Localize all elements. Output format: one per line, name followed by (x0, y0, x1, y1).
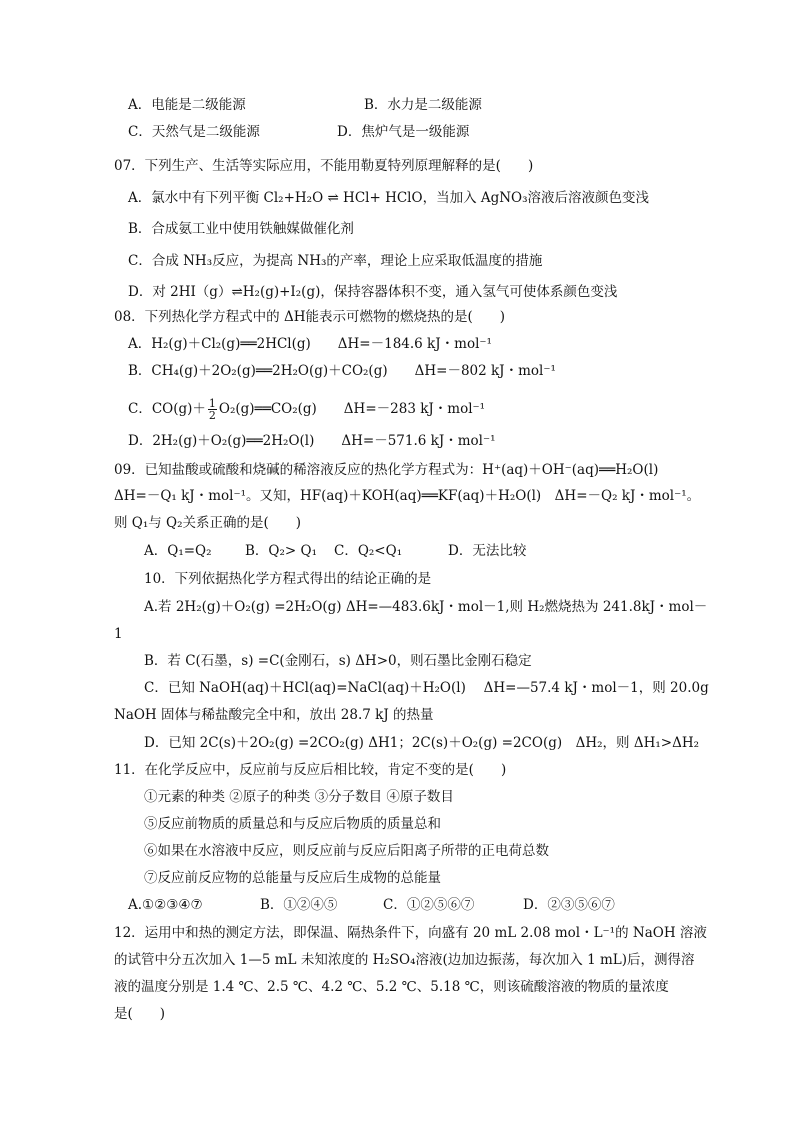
fraction-numerator: 1 (208, 397, 216, 410)
fraction (208, 398, 217, 421)
q11-option-d: D．②③⑤⑥⑦ (523, 897, 615, 913)
q11-list-line3: ⑥如果在水溶液中反应，则反应前与反应后阳离子所带的正电荷总数 (144, 843, 549, 859)
q09-option-d: D．无法比较 (448, 543, 527, 559)
q11-list-line1: ①元素的种类 ②原子的种类 ③分子数目 ④原子数目 (144, 789, 454, 805)
q09-stem-line1: 09．已知盐酸或硫酸和烧碱的稀溶液反应的热化学方程式为：H⁺(aq)＋OH⁻(aq)══H₂O(l) (114, 462, 659, 478)
q11-list-line4: ⑦反应前反应物的总能量与反应后生成物的总能量 (144, 870, 441, 886)
q07-option-b: B．合成氨工业中使用铁触媒做催化剂 (128, 221, 354, 237)
q06-option-c: C．天然气是二级能源 (128, 124, 260, 140)
q11-stem: 11．在化学反应中，反应前与反应后相比较，肯定不变的是( ) (114, 762, 507, 778)
q12-stem-line3: 液的温度分别是 1.4 ℃、2.5 ℃、4.2 ℃、5.2 ℃、5.18 ℃，则该硫酸溶液的物质的量浓度 (114, 979, 669, 995)
q09-option-a: A．Q₁=Q₂ (144, 543, 212, 559)
q06-option-d: D．焦炉气是一级能源 (337, 124, 470, 140)
q08-option-a: A．H₂(g)＋Cl₂(g)══2HCl(g) ΔH=－184.6 kJ・mol⁻¹ (128, 336, 492, 352)
q11-option-a: A.①②③④⑦ (128, 897, 203, 913)
q10-option-d: D．已知 2C(s)＋2O₂(g) =2CO₂(g) ΔH1；2C(s)＋O₂(g) =2CO(g) ΔH₂，则 ΔH₁>ΔH₂ (144, 735, 700, 751)
q06-option-b: B．水力是二级能源 (364, 97, 482, 113)
q10-option-c-line2: NaOH 固体与稀盐酸完全中和，放出 28.7 kJ 的热量 (114, 707, 434, 723)
q10-option-b: B．若 C(石墨，s) =C(金刚石，s) ΔH>0，则石墨比金刚石稳定 (144, 653, 532, 669)
q09-option-b: B．Q₂> Q₁ (245, 543, 317, 559)
q08-option-c (128, 398, 485, 421)
q08-stem: 08．下列热化学方程式中的 ΔH能表示可燃物的燃烧热的是( ) (114, 309, 506, 325)
q10-stem: 10．下列依据热化学方程式得出的结论正确的是 (144, 571, 432, 587)
q07-stem: 07．下列生产、生活等实际应用，不能用勒夏特列原理解释的是( ) (114, 158, 534, 174)
q06-option-a: A．电能是二级能源 (128, 97, 246, 113)
q10-option-a-line2: 1 (114, 626, 123, 642)
q07-option-a: A．氯水中有下列平衡 Cl₂+H₂O ⇌ HCl+ HClO，当加入 AgNO₃溶液后溶液颜色变浅 (128, 190, 650, 206)
q09-stem-line2: ΔH=－Q₁ kJ・mol⁻¹。又知，HF(aq)＋KOH(aq)══KF(aq)＋H₂O(l) ΔH=－Q₂ kJ・mol⁻¹。 (114, 488, 701, 504)
q11-option-b: B．①②④⑤ (260, 897, 338, 913)
q08-option-d: D．2H₂(g)＋O₂(g)══2H₂O(l) ΔH=－571.6 kJ・mol⁻¹ (128, 433, 496, 449)
q12-stem-line2: 的试管中分五次加入 1—5 mL 未知浓度的 H₂SO₄溶液(边加边振荡，每次加入 1 mL)后，测得溶 (114, 952, 695, 968)
q07-option-c: C．合成 NH₃反应，为提高 NH₃的产率，理论上应采取低温度的措施 (128, 253, 543, 269)
q08-option-c-prefix: C．CO(g)＋ (128, 401, 206, 417)
q09-stem-line3: 则 Q₁与 Q₂关系正确的是( ) (114, 515, 302, 531)
q08-option-c-suffix: O₂(g)══CO₂(g) ΔH=－283 kJ・mol⁻¹ (218, 401, 486, 417)
q10-option-a-line1: A.若 2H₂(g)＋O₂(g) =2H₂O(g) ΔH=—483.6kJ・mol－1,则 H₂燃烧热为 241.8kJ・mol－ (144, 599, 708, 615)
q12-stem-line1: 12．运用中和热的测定方法，即保温、隔热条件下，向盛有 20 mL 2.08 mol・L⁻¹的 NaOH 溶液 (114, 925, 707, 941)
q11-list-line2: ⑤反应前物质的质量总和与反应后物质的质量总和 (144, 816, 441, 832)
fraction-denominator: 2 (208, 409, 216, 422)
q09-option-c: C．Q₂<Q₁ (334, 543, 403, 559)
q10-option-c-line1: C．已知 NaOH(aq)＋HCl(aq)=NaCl(aq)＋H₂O(l) ΔH=—57.4 kJ・mol－1，则 20.0g (144, 680, 709, 696)
q11-option-c: C．①②⑤⑥⑦ (383, 897, 475, 913)
q12-stem-line4: 是( ) (114, 1006, 166, 1022)
q07-option-d: D．对 2HI（g）⇌H₂(g)+I₂(g)，保持容器体积不变，通入氢气可使体系颜色变浅 (128, 284, 618, 300)
q08-option-b: B．CH₄(g)＋2O₂(g)══2H₂O(g)＋CO₂(g) ΔH=－802 kJ・mol⁻¹ (128, 363, 556, 379)
